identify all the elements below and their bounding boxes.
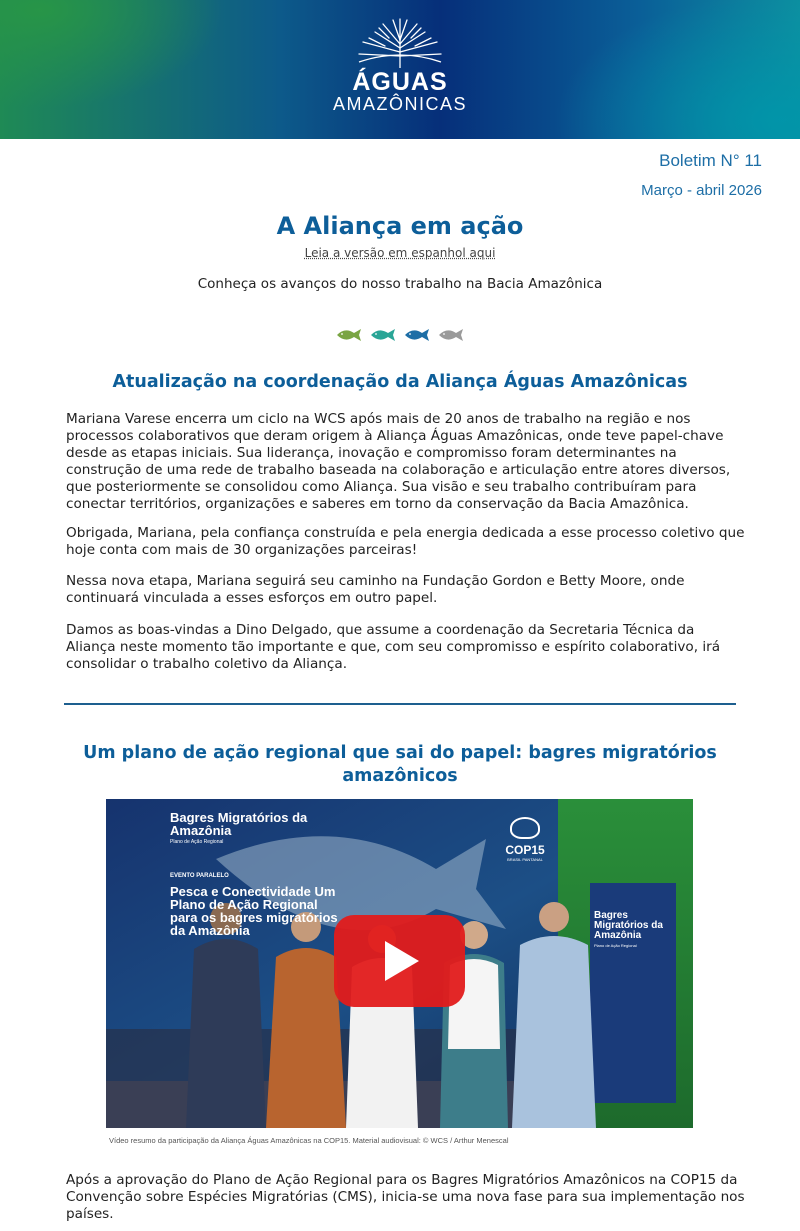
fish-icon xyxy=(438,328,464,342)
video-banner-title: Bagres Migratórios da Amazônia xyxy=(170,810,308,838)
hero-intro: Conheça os avanços do nosso trabalho na Bacia Amazônica xyxy=(197,276,603,292)
video-event-text: Pesca e Conectividade Um Plano de Ação Regional para os bagres migratórios da Amazônia xyxy=(170,884,338,938)
video-event-label: EVENTO PARALELO xyxy=(170,873,229,879)
issue-number: Boletim N° 11 xyxy=(659,151,762,170)
video-banner-subtitle: Plano de Ação Regional xyxy=(170,839,224,845)
paragraph: Obrigada, Mariana, pela confiança construída e pela energia dedicada a esse processo coletivo que hoje conta com mais de 30 organizações parceiras! xyxy=(66,525,745,558)
video-banner-text xyxy=(170,810,338,938)
page-title: A Aliança em ação xyxy=(276,212,524,240)
cop15-label: COP15 xyxy=(505,843,545,857)
paragraph: Mariana Varese encerra um ciclo na WCS após mais de 20 anos de trabalho na região e nos processos colaborativos que deram origem à Aliança Águas Amazônicas, onde teve papel-chave desde as etapas iniciais. Sua liderança, inovação e compromisso foram determinantes na construção de uma rede de trabalho baseada na colaboração e articulação entre atores diversos, que posteriormente se consolidou como Aliança. Sua visão e seu trabalho contribuíram para conectar territórios, organizações e saberes em torno da conservação da Bacia Amazônica. xyxy=(66,411,731,512)
fish-icon xyxy=(336,328,362,342)
section-title-catfish-plan: Um plano de ação regional que sai do papel: bagres migratórios amazônicos xyxy=(83,743,717,786)
video-caption: Vídeo resumo da participação da Aliança Águas Amazônicas na COP15. Material audiovisual: © WCS / Arthur Menescal xyxy=(109,1136,509,1145)
logo-subtitle: AMAZÔNICAS xyxy=(332,94,467,114)
video-player[interactable] xyxy=(106,799,693,1128)
fish-divider xyxy=(0,328,800,342)
fish-icon xyxy=(404,328,430,342)
issue-date: Março - abril 2026 xyxy=(641,182,762,199)
section-divider xyxy=(64,703,736,705)
cop15-sub: BRASIL PANTANAL xyxy=(507,857,543,862)
paragraph: Damos as boas-vindas a Dino Delgado, que assume a coordenação da Secretaria Técnica da Aliança neste momento tão importante e que, com seu compromisso e espírito colaborativo, irá consolidar o trabalho coletivo da Aliança. xyxy=(66,622,721,672)
right-banner-title: Bagres Migratórios da Amazônia xyxy=(594,910,663,941)
logo-title: ÁGUAS xyxy=(352,68,448,96)
globe-icon xyxy=(510,817,540,839)
logo xyxy=(0,18,800,114)
fish-icon xyxy=(370,328,396,342)
paragraph: Após a aprovação do Plano de Ação Regional para os Bagres Migratórios Amazônicos na COP15 da Convenção sobre Espécies Migratórias (CMS), inicia-se uma nova fase para sua implementação nos países. xyxy=(66,1172,745,1222)
play-icon[interactable] xyxy=(334,915,465,1007)
cop15-badge xyxy=(500,817,550,862)
right-banner-subtitle: Plano de Ação Regional xyxy=(594,943,637,948)
tree-logo-icon xyxy=(355,18,445,68)
spanish-version-link[interactable] xyxy=(0,246,800,260)
spanish-version-link-text[interactable]: Leia a versão em espanhol aqui xyxy=(304,246,496,260)
section-title-coordination: Atualização na coordenação da Aliança Águas Amazônicas xyxy=(112,372,688,392)
right-banner-text xyxy=(594,911,674,948)
paragraph: Nessa nova etapa, Mariana seguirá seu caminho na Fundação Gordon e Betty Moore, onde continuará vinculada a esses esforços em outro papel. xyxy=(66,573,685,606)
header-banner xyxy=(0,0,800,139)
issue-info xyxy=(641,150,762,201)
